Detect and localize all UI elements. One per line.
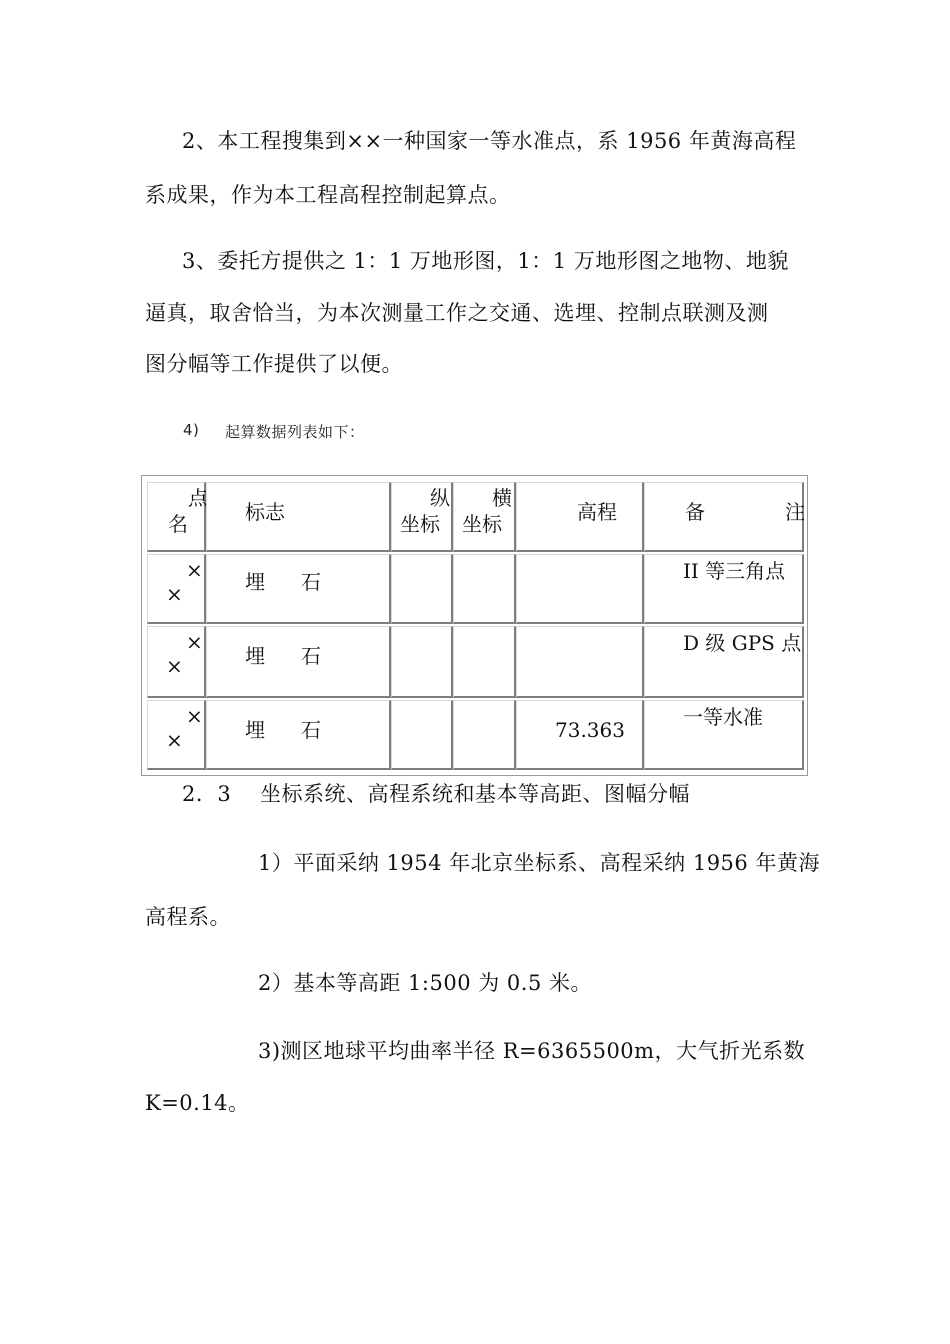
section-heading-text: 坐标系统、高程系统和基本等高距、图幅分幅 (260, 782, 690, 806)
header-cell-elevation (516, 482, 644, 552)
row-1-note: II 等三角点 (683, 559, 786, 583)
row-2-note-cell (644, 626, 804, 698)
header-cell-sign (206, 482, 391, 552)
list-item-4-text: 起算数据列表如下： (225, 423, 365, 441)
header-cell-east (453, 482, 516, 552)
header-east-a: 横 (492, 486, 512, 510)
paragraph-2-line-2: 系成果，作为本工程高程控制起算点。 (145, 183, 511, 207)
row-2-name-b: × (166, 654, 183, 678)
data-table (141, 475, 808, 776)
row-1-elevation-cell (516, 554, 644, 624)
row-3-sign-cell (206, 700, 391, 770)
header-elevation: 高程 (577, 500, 617, 524)
header-north-b: 坐标 (400, 512, 440, 536)
row-3-note-cell (644, 700, 804, 770)
row-3-elevation: 73.363 (555, 718, 625, 742)
header-point-b: 名 (168, 512, 188, 536)
row-2-sign-a: 埋 (245, 644, 265, 668)
row-3-name-b: × (166, 728, 183, 752)
row-1-east-cell (453, 554, 516, 624)
header-north-a: 纵 (430, 486, 450, 510)
section-item-3-line-2: K=0.14。 (145, 1091, 250, 1115)
section-heading-number: 2．3 (182, 782, 232, 806)
header-point-a: 点 (188, 486, 208, 510)
header-cell-point-name (147, 482, 206, 552)
row-3-north-cell (391, 700, 453, 770)
row-1-name-a: × (186, 558, 203, 582)
row-3-east-cell (453, 700, 516, 770)
paragraph-3-line-3: 图分幅等工作提供了以便。 (145, 352, 403, 376)
row-3-elevation-cell (516, 700, 644, 770)
section-item-2: 2）基本等高距 1:500 为 0.5 米。 (258, 971, 592, 995)
row-3-note: 一等水准 (683, 705, 763, 729)
row-1-north-cell (391, 554, 453, 624)
header-note-a: 备 (685, 500, 705, 524)
row-2-note: D 级 GPS 点 (683, 631, 802, 655)
paragraph-3-line-1: 3、委托方提供之 1：1 万地形图，1：1 万地形图之地物、地貌 (182, 249, 789, 273)
header-cell-north (391, 482, 453, 552)
row-2-sign-cell (206, 626, 391, 698)
header-sign: 标志 (245, 500, 285, 524)
row-1-name-b: × (166, 582, 183, 606)
header-cell-note (644, 482, 804, 552)
section-item-3-line-1: 3)测区地球平均曲率半径 R=6365500m，大气折光系数 (258, 1039, 806, 1063)
list-item-4-number: 4) (183, 421, 200, 439)
row-3-sign-a: 埋 (245, 718, 265, 742)
row-2-name-cell (147, 626, 206, 698)
row-2-sign-b: 石 (301, 644, 321, 668)
section-item-1-line-2: 高程系。 (145, 905, 231, 929)
row-1-sign-b: 石 (301, 570, 321, 594)
row-1-sign-a: 埋 (245, 570, 265, 594)
header-east-b: 坐标 (462, 512, 502, 536)
row-2-name-a: × (186, 630, 203, 654)
header-note-b: 注 (785, 500, 805, 524)
row-2-east-cell (453, 626, 516, 698)
row-3-sign-b: 石 (301, 718, 321, 742)
section-item-1-line-1: 1）平面采纳 1954 年北京坐标系、高程采纳 1956 年黄海 (258, 851, 820, 875)
row-3-name-cell (147, 700, 206, 770)
row-3-name-a: × (186, 704, 203, 728)
row-2-north-cell (391, 626, 453, 698)
row-1-name-cell (147, 554, 206, 624)
row-1-note-cell (644, 554, 804, 624)
row-2-elevation-cell (516, 626, 644, 698)
paragraph-2-line-1: 2、本工程搜集到××一种国家一等水准点，系 1956 年黄海高程 (182, 129, 797, 153)
paragraph-3-line-2: 逼真，取舍恰当，为本次测量工作之交通、选埋、控制点联测及测 (145, 301, 769, 325)
row-1-sign-cell (206, 554, 391, 624)
